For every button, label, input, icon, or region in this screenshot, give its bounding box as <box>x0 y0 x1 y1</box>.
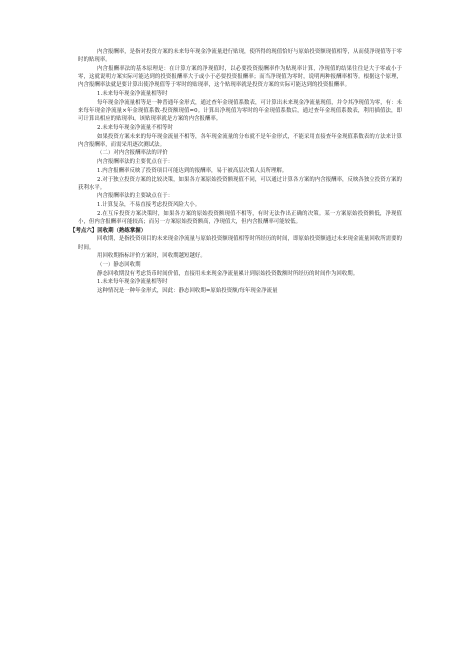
paragraph-static-payback-formula: 这种情况是一种年金形式，因此：静态回收期=原始投资额/每年现金净流量 <box>97 288 278 295</box>
section-heading-payback-period: 【考点六】回收期（熟练掌握） <box>70 227 147 234</box>
paragraph-unequal-cash-flows: 如果投资方案未来的每年现金流量不相等，各年现金流量的分布就不是年金形式，不能采用直接查年金现值系数表的方法来计算内含报酬率，而需采用逐次测试法。 <box>78 133 402 148</box>
subheading-equal-cash-flows: 1.未来每年现金净流量相等时 <box>97 91 168 98</box>
paragraph-irr-advantage-1: 1.内含报酬率反映了投资项目可能达到的报酬率，易于被高层决策人员所理解。 <box>97 167 288 174</box>
paragraph-irr-disadvantage-1: 1.计算复杂，不易直接考虑投资风险大小。 <box>97 202 201 209</box>
paragraph-irr-advantages-intro: 内含报酬率法的主要优点在于： <box>97 159 174 166</box>
paragraph-irr-disadvantage-2: 2.在互斥投资方案决策时，如果各方案的原始投资额现值不相等，有时无法作出正确的决策。某一方案原始投资额低，净现值小，但内含报酬率可能较高；而另一方案原始投资额高，净现值大，但内含报酬率可能较低。 <box>78 210 402 226</box>
paragraph-irr-definition: 内含报酬率，是指对投资方案的未来每年现金净流量进行贴现，使所得的现值恰好与原始投资额现值相等，从而使净现值等于零时的贴现率。 <box>78 49 402 64</box>
paragraph-payback-rule: 用回收期指标评价方案时，回收期越短越好。 <box>97 253 206 260</box>
paragraph-irr-principle: 内含报酬率法的基本原理是：在计算方案的净现值时，以必要投资报酬率作为贴现率计算，净现值的结果往往是大于零或小于零，这就说明方案实际可能达到的投资报酬率大于或小于必要投资报酬率；而当净现值为零时，说明两种报酬率相等。根据这个原理，内含报酬率法就是要计算出使净现值等于零时的贴现率，这个贴现率就是投资方案的实际可能达到的投资报酬率。 <box>78 65 402 89</box>
subheading-unequal-cash-flows: 2.未来每年现金净流量不相等时 <box>97 124 173 131</box>
paragraph-irr-disadvantages-intro: 内含报酬率法的主要缺点在于： <box>97 193 174 200</box>
paragraph-payback-definition: 回收期，是指投资项目的未来现金净流量与原始投资额现值相等时所经历的时间，即原始投资额通过未来现金流量回收所需要的时间。 <box>78 236 402 251</box>
subheading-static-equal-flows: 1.未来每年现金净流量相等时 <box>97 279 168 286</box>
paragraph-static-payback: 静态回收期没有考虑货币时间价值，直接用未来现金净流量累计到原始投资数额时所经历的时间作为回收期。 <box>97 270 359 277</box>
paragraph-equal-cash-flows: 每年现金净流量相等是一种普通年金形式，通过查年金现值系数表，可计算出未来现金净流量现值，并令其净现值为零，有：未来每年现金净流量×年金现值系数-投资额现值=0。计算出净现值为零时的年金现值系数后，通过查年金现值系数表，利用插值法，即可计算出相应的贴现率i，该贴现率就是方案的内含报酬率。 <box>78 99 402 123</box>
subheading-static-payback: （一）静态回收期 <box>97 262 141 269</box>
subheading-irr-evaluation: （二）对内含报酬率法的评价 <box>97 150 168 157</box>
paragraph-irr-advantage-2: 2.对于独立投资方案的比较决策，如果各方案原始投资额现值不同，可以通过计算各方案的内含报酬率，反映各独立投资方案的获利水平。 <box>78 176 402 191</box>
